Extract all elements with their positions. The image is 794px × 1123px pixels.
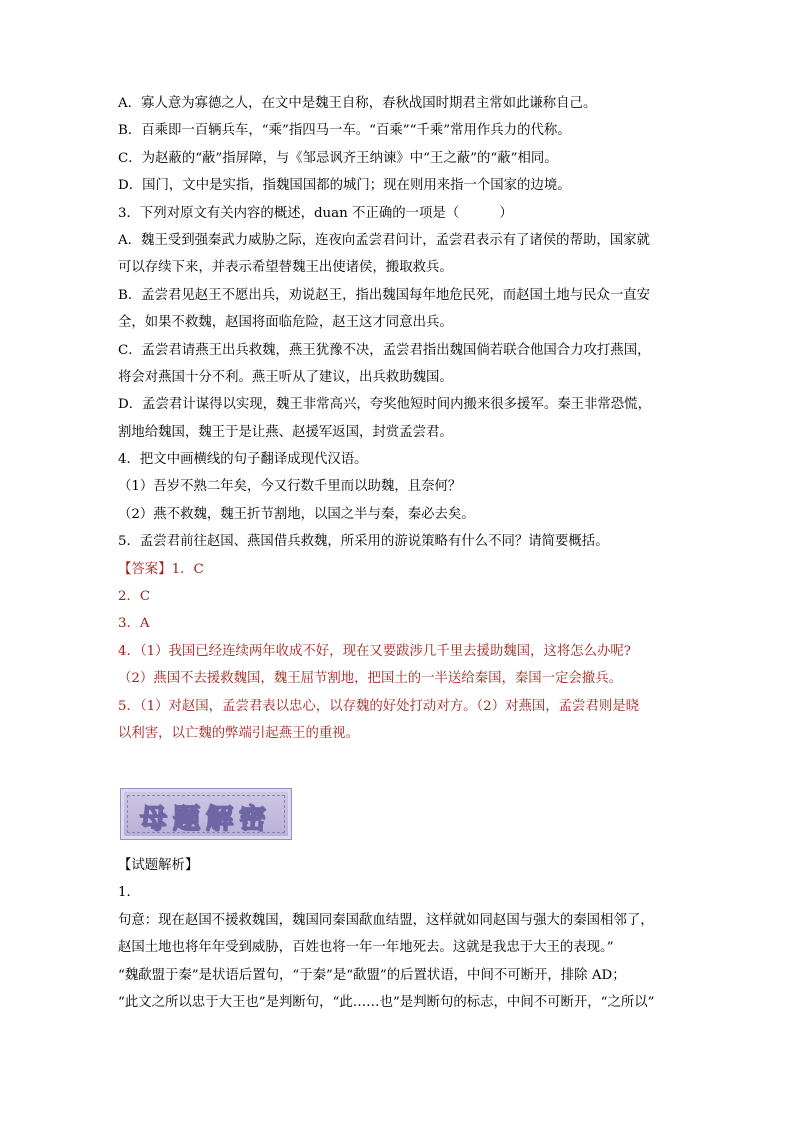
q2-option-b: B．百乘即一百辆兵车，“乘”指四马一车。“百乘”“千乘”常用作兵力的代称。 xyxy=(118,123,571,139)
answer-5-line1: 5．（1）对赵国，孟尝君表以忠心，以存魏的好处打动对方。（2）对燕国，孟尝君则是晓 xyxy=(118,698,639,714)
analysis-number: 1． xyxy=(118,885,140,901)
answer-4-1: 4．（1）我国已经连续两年收成不好，现在又要跋涉几千里去援助魏国，这将怎么办呢? xyxy=(118,643,631,659)
q3-option-b-line1: B．孟尝君见赵王不愿出兵，劝说赵王，指出魏国每年地危民死，而赵国土地与民众一直安 xyxy=(118,287,651,303)
q3-option-d-line2: 割地给魏国，魏王于是让燕、赵援军返国，封赏孟尝君。 xyxy=(118,424,453,440)
answer-2: 2．C xyxy=(118,589,151,605)
answer-3: 3．A xyxy=(118,616,150,632)
answer-line-1 xyxy=(118,560,680,580)
section-banner xyxy=(120,788,292,840)
answer-5-line2: 以利害，以亡魏的弊端引起燕王的重视。 xyxy=(118,725,360,741)
analysis-label: 【试题解析】 xyxy=(118,857,199,873)
q3-option-c-line2: 将会对燕国十分不利。燕王听从了建议，出兵救助魏国。 xyxy=(118,369,453,385)
answer-label: 【答案】 xyxy=(118,561,172,577)
q4-item-2: （2）燕不救魏，魏王折节割地，以国之半与秦，秦必去矣。 xyxy=(118,506,475,522)
q2-option-a: A．寡人意为寡德之人，在文中是魏王自称，春秋战国时期君主常如此谦称自己。 xyxy=(118,96,597,111)
analysis-line-2: 赵国土地也将年年受到威胁，百姓也将一年一年地死去。这就是我忠于大王的表现。” xyxy=(118,940,614,956)
q3-option-c-line1: C．孟尝君请燕王出兵救魏，燕王犹豫不决，孟尝君指出魏国倘若联合他国合力攻打燕国， xyxy=(118,342,651,358)
q3-option-a-line2: 可以存续下来，并表示希望替魏王出使诸侯，搬取救兵。 xyxy=(118,260,453,276)
q2-option-c: C．为赵蔽的“蔽”指屏障，与《邹忌讽齐王纳谏》中“王之蔽”的“蔽”相同。 xyxy=(118,150,558,166)
answer-4-2: （2）燕国不去援救魏国，魏王屈节割地，把国土的一半送给秦国，秦国一定会撤兵。 xyxy=(118,671,622,687)
analysis-line-1: 句意：现在赵国不援救魏国，魏国同秦国歃血结盟，这样就如同赵国与强大的秦国相邻了， xyxy=(118,912,654,928)
q4-stem: 4．把文中画横线的句子翻译成现代汉语。 xyxy=(118,452,368,468)
answer-1: 1．C xyxy=(171,561,204,577)
q3-option-b-line2: 全，如果不救魏，赵国将面临危险，赵王这才同意出兵。 xyxy=(118,315,453,331)
q3-option-d-line1: D．孟尝君计谋得以实现，魏王非常高兴，夸奖他短时间内搬来很多援军。秦王非常恐慌， xyxy=(118,397,651,413)
q3-stem: 3．下列对原文有关内容的概述，duan 不正确的一项是（ ） xyxy=(118,205,513,221)
q4-item-1: （1）吾岁不熟二年矣，今又行数千里而以助魏，且奈何？ xyxy=(118,479,462,495)
q2-option-d: D．国门，文中是实指，指魏国国都的城门；现在则用来指一个国家的边境。 xyxy=(118,178,571,194)
analysis-line-3: “魏歃盟于秦”是状语后置句，“于秦”是“歃盟”的后置状语，中间不可断开，排除 AD； xyxy=(118,967,626,983)
banner-text: 母题解密 xyxy=(140,803,272,835)
analysis-line-4: “此文之所以忠于大王也”是判断句，“此……也”是判断句的标志，中间不可断开，“之所以” xyxy=(118,994,655,1010)
q5-stem: 5．孟尝君前往赵国、燕国借兵救魏，所采用的游说策略有什么不同？请简要概括。 xyxy=(118,534,609,550)
q3-option-a-line1: A．魏王受到强秦武力威胁之际，连夜向孟尝君问计，孟尝君表示有了诸侯的帮助，国家就 xyxy=(118,232,650,248)
document-content xyxy=(118,94,680,1013)
